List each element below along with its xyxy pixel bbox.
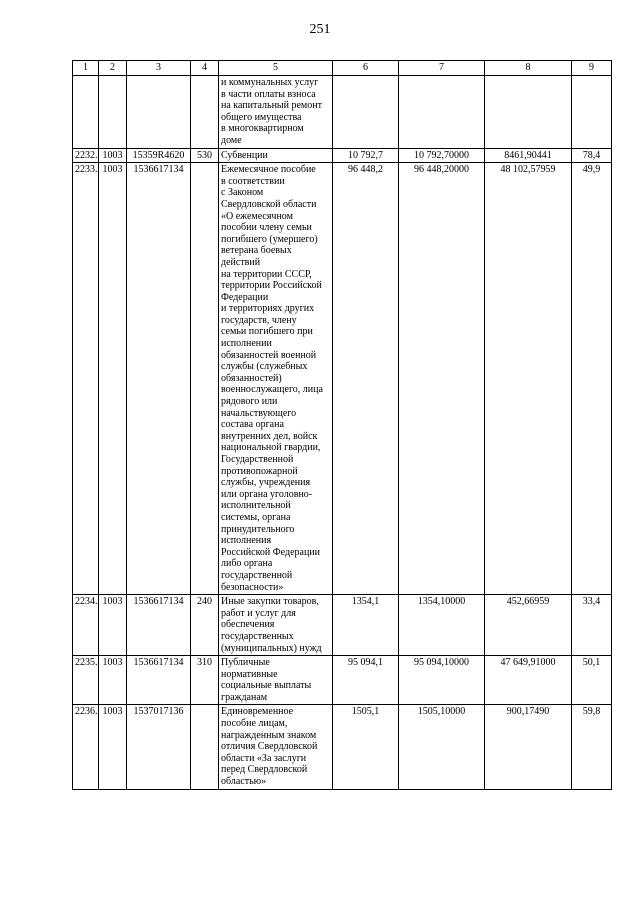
plan-amount-cell: 10 792,7 — [333, 148, 399, 163]
table-row — [73, 656, 612, 705]
column-header: 9 — [572, 61, 612, 76]
expense-type-cell — [191, 705, 219, 789]
description-cell: Публичные нормативные социальные выплаты гражданам — [219, 656, 333, 705]
description-cell: Единовременное пособие лицам, награжденным знаком отличия Свердловской области «За заслуги перед Свердловской областью» — [219, 705, 333, 789]
expense-type-cell: 310 — [191, 656, 219, 705]
executed-amount-cell — [485, 76, 572, 149]
plan-amount-cell: 1505,1 — [333, 705, 399, 789]
table-row — [73, 705, 612, 789]
table-row — [73, 148, 612, 163]
budget-table — [72, 60, 612, 790]
row-number-cell: 2236. — [73, 705, 99, 789]
row-number-cell: 2234. — [73, 595, 99, 656]
percent-cell — [572, 76, 612, 149]
section-code-cell: 1003 — [99, 163, 127, 595]
description-cell: и коммунальных услуг в части оплаты взноса на капитальный ремонт общего имущества в многоквартирном доме — [219, 76, 333, 149]
plan-amount-cell: 96 448,2 — [333, 163, 399, 595]
row-number-cell: 2233. — [73, 163, 99, 595]
column-header: 7 — [399, 61, 485, 76]
section-code-cell: 1003 — [99, 148, 127, 163]
percent-cell: 33,4 — [572, 595, 612, 656]
approved-amount-cell: 10 792,70000 — [399, 148, 485, 163]
column-header: 1 — [73, 61, 99, 76]
description-cell: Субвенции — [219, 148, 333, 163]
executed-amount-cell: 47 649,91000 — [485, 656, 572, 705]
approved-amount-cell: 1505,10000 — [399, 705, 485, 789]
executed-amount-cell: 48 102,57959 — [485, 163, 572, 595]
executed-amount-cell: 8461,90441 — [485, 148, 572, 163]
row-number-cell: 2235. — [73, 656, 99, 705]
plan-amount-cell: 95 094,1 — [333, 656, 399, 705]
column-header: 6 — [333, 61, 399, 76]
column-header: 8 — [485, 61, 572, 76]
target-article-cell: 1536617134 — [127, 656, 191, 705]
percent-cell: 50,1 — [572, 656, 612, 705]
plan-amount-cell — [333, 76, 399, 149]
executed-amount-cell: 900,17490 — [485, 705, 572, 789]
percent-cell: 49,9 — [572, 163, 612, 595]
table-row — [73, 76, 612, 149]
plan-amount-cell: 1354,1 — [333, 595, 399, 656]
column-header: 5 — [219, 61, 333, 76]
column-header: 2 — [99, 61, 127, 76]
row-number-cell: 2232. — [73, 148, 99, 163]
expense-type-cell: 530 — [191, 148, 219, 163]
table-header-row — [73, 61, 612, 76]
table-row — [73, 595, 612, 656]
column-header: 3 — [127, 61, 191, 76]
column-header: 4 — [191, 61, 219, 76]
expense-type-cell: 240 — [191, 595, 219, 656]
section-code-cell: 1003 — [99, 595, 127, 656]
description-cell: Иные закупки товаров, работ и услуг для обеспечения государственных (муниципальных) нужд — [219, 595, 333, 656]
target-article-cell: 1536617134 — [127, 163, 191, 595]
section-code-cell — [99, 76, 127, 149]
section-code-cell: 1003 — [99, 705, 127, 789]
page-number: 251 — [309, 22, 331, 37]
description-cell: Ежемесячное пособие в соответствии с Законом Свердловской области «О ежемесячном пособии члену семьи погибшего (умершего) ветерана боевых действий на территории СССР, территории Российской Федерации и территориях других государств, члену семьи погибшего при исполнении обязанностей военной службы (служебных обязанностей) военнослужащего, лица рядового или начальствующего состава органа внутренних дел, войск национальной гвардии, Государственной противопожарной службы, учреждения или органа уголовно- исполнительной системы, органа принудительного исполнения Российской Федерации либо органа государственной безопасности» — [219, 163, 333, 595]
percent-cell: 59,8 — [572, 705, 612, 789]
section-code-cell: 1003 — [99, 656, 127, 705]
approved-amount-cell — [399, 76, 485, 149]
expense-type-cell — [191, 76, 219, 149]
approved-amount-cell: 95 094,10000 — [399, 656, 485, 705]
percent-cell: 78,4 — [572, 148, 612, 163]
target-article-cell: 1536617134 — [127, 595, 191, 656]
target-article-cell: 1537017136 — [127, 705, 191, 789]
table-row — [73, 163, 612, 595]
executed-amount-cell: 452,66959 — [485, 595, 572, 656]
row-number-cell — [73, 76, 99, 149]
expense-type-cell — [191, 163, 219, 595]
target-article-cell: 15359R4620 — [127, 148, 191, 163]
target-article-cell — [127, 76, 191, 149]
approved-amount-cell: 1354,10000 — [399, 595, 485, 656]
approved-amount-cell: 96 448,20000 — [399, 163, 485, 595]
